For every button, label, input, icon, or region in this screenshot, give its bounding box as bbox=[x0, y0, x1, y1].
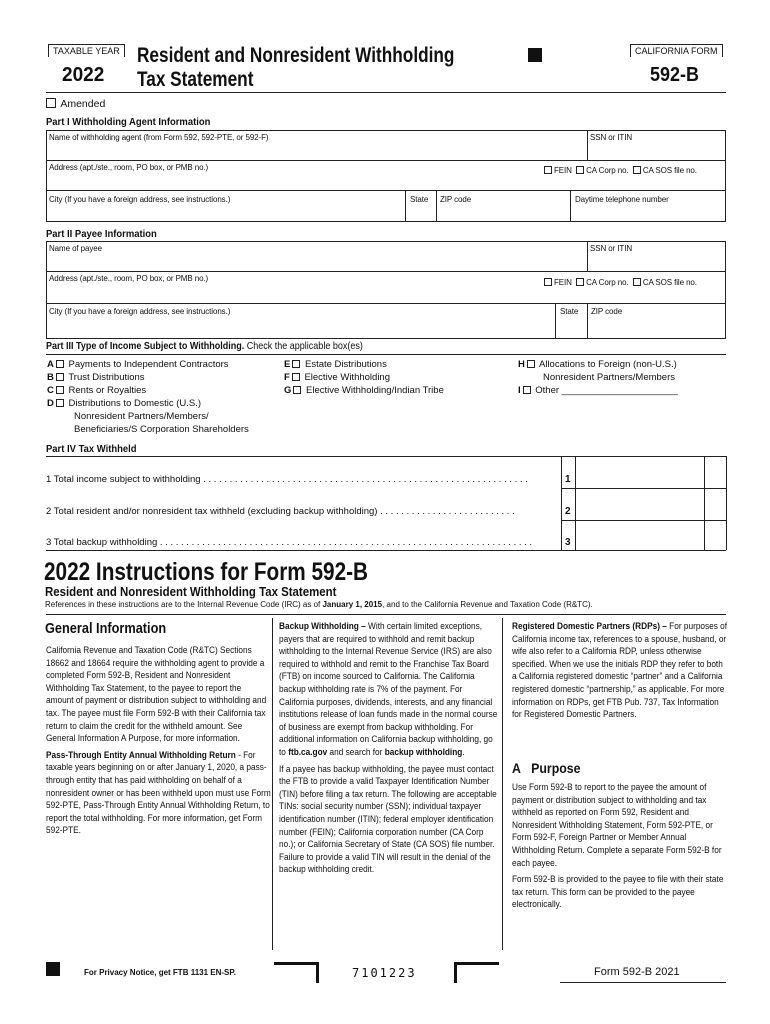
agent-city-field[interactable]: City (If you have a foreign address, see instructions.) bbox=[49, 195, 231, 204]
part3-heading-bold: Part III Type of Income Subject to Withholding. bbox=[46, 341, 245, 352]
general-info-paragraph: California Revenue and Taxation Code (R&TC) Sections 18662 and 18664 require the withholding agent to provide a completed Form 592-B, Resident and Nonresident Withholding Tax Statement, to the payee to report the amount of payment or distribution subject to withholding and tax. The payee must file Form 592-B with their California tax return to claim the credit for the withheld amount. See General Information A Purpose, for more information. bbox=[46, 645, 267, 744]
income-type-h[interactable]: H Allocations to Foreign (non-U.S.) bbox=[518, 359, 677, 370]
agent-ca-sos-checkbox[interactable] bbox=[633, 166, 641, 174]
rdp-column bbox=[512, 620, 728, 725]
part3-heading bbox=[46, 341, 363, 352]
part4-heading: Part IV Tax Withheld bbox=[46, 443, 137, 455]
amended-checkbox-row[interactable] bbox=[46, 98, 105, 110]
line2-tax-withheld: 2 Total resident and/or nonresident tax withheld (excluding backup withholding) . . . . . . . . . . . . . . . . . . . . . . . . . . bbox=[46, 506, 515, 517]
income-type-d-cont2: Beneficiaries/S Corporation Shareholders bbox=[74, 424, 249, 435]
payee-ca-corp-checkbox[interactable] bbox=[576, 278, 584, 286]
passthrough-paragraph: Pass-Through Entity Annual Withholding Return - For taxable years beginning on or after January 1, 2020, a pass-through entity that has paid withholding on behalf of a nonresident owner or has been withheld upon must use Form 592-PTE, Pass-Through Entity Annual Withholding Return, to report the total withholding. For more information, get Form 592-PTE. bbox=[46, 749, 271, 836]
instructions-title: 2022 Instructions for Form 592-B bbox=[44, 558, 369, 586]
backup-tin-paragraph: If a payee has backup withholding, the payee must contact the FTB to provide a valid Taxpayer Identification Number (TIN) before filing a tax return. The following are acceptable TINs: social security number (SSN); individual taxpayer identification number (ITIN); federal employer identification number (FEIN); California corporation number (CA Corp no.); or California Secretary of State (CA SOS) file number. Failure to provide a valid TIN will result in the denial of the backup withholding credit. bbox=[279, 763, 497, 875]
income-type-b[interactable]: B Trust Distributions bbox=[47, 372, 145, 383]
line2-number: 2 bbox=[565, 506, 571, 517]
purpose-paragraph2: Form 592-B is provided to the payee to file with their state tax return. This form can be provided to the payee electronically. bbox=[512, 874, 724, 910]
backup-withholding-paragraph: Backup Withholding – With certain limited exceptions, payers that are required to withhold and remit backup withholding to the Internal Revenue Service (IRS) are also required to withhold and remit to the Franchise Tax Board (FTB) on income sourced to California. The California backup withholding rate is 7% of the payment. For California purposes, dividends, interests, and any financial institutions release of loan funds made in the normal course of business are exempt from backup withholding. For additional information on California backup withholding, go to ftb.ca.gov and search for backup withholding. bbox=[279, 621, 498, 757]
income-type-d-cont1: Nonresident Partners/Members/ bbox=[74, 411, 209, 422]
payee-id-type bbox=[544, 278, 697, 287]
part2-box bbox=[46, 241, 726, 339]
instructions-references: References in these instructions are to the Internal Revenue Code (IRC) as of January 1, 2015, and to the California Revenue and Taxation Code (R&TC). bbox=[45, 600, 593, 609]
form-number: 592-B bbox=[650, 64, 700, 86]
agent-address-field[interactable]: Address (apt./ste., room, PO box, or PMB no.) bbox=[49, 163, 209, 172]
income-type-g[interactable]: G Elective Withholding/Indian Tribe bbox=[284, 385, 444, 396]
purpose-heading: A Purpose bbox=[512, 760, 581, 776]
purpose-column bbox=[512, 781, 728, 915]
line2-amount-field[interactable] bbox=[576, 489, 703, 519]
general-info-heading: General Information bbox=[45, 620, 167, 637]
agent-phone-field[interactable]: Daytime telephone number bbox=[575, 195, 669, 204]
instructions-subtitle: Resident and Nonresident Withholding Tax Statement bbox=[45, 584, 337, 599]
income-type-c[interactable]: C Rents or Royalties bbox=[47, 385, 147, 396]
line3-number: 3 bbox=[565, 537, 571, 548]
fein-label: FEIN bbox=[554, 278, 572, 287]
ca-sos-label: CA SOS file no. bbox=[642, 166, 697, 175]
ca-sos-label: CA SOS file no. bbox=[642, 278, 697, 287]
payee-address-field[interactable]: Address (apt./ste., room, PO box, or PMB no.) bbox=[49, 274, 209, 283]
payee-fein-checkbox[interactable] bbox=[544, 278, 552, 286]
income-type-col3 bbox=[518, 358, 678, 397]
agent-state-field[interactable]: State bbox=[410, 195, 429, 204]
agent-fein-checkbox[interactable] bbox=[544, 166, 552, 174]
footer-bracket-left bbox=[274, 962, 319, 983]
california-form-label: CALIFORNIA FORM bbox=[630, 44, 723, 57]
ca-corp-label: CA Corp no. bbox=[586, 166, 629, 175]
agent-ssn-field[interactable]: SSN or ITIN bbox=[590, 133, 633, 142]
agent-id-type bbox=[544, 166, 697, 175]
form-title-line2: Tax Statement bbox=[137, 68, 254, 91]
line3-backup-withholding: 3 Total backup withholding . . . . . . . . . . . . . . . . . . . . . . . . . . . . . . . . . . . . . . . . . . . . . . . . . . . . . . . . . . . . . . . . . . . . . . . bbox=[46, 537, 533, 548]
income-type-f[interactable]: F Elective Withholding bbox=[284, 372, 390, 383]
part3-heading-rest: Check the applicable box(es) bbox=[244, 341, 363, 352]
purpose-paragraph1: Use Form 592-B to report to the payee the amount of payment or distribution subject to withholding and tax withheld as reported on Form 592, Resident and Nonresident Withholding Statement, Form 592-PTE, or Form 592-F, Foreign Partner or Member Annual Withholding Return. Complete a separate Form 592-B for each payee. bbox=[512, 782, 722, 868]
fein-label: FEIN bbox=[554, 166, 572, 175]
general-info-column bbox=[46, 644, 271, 841]
registration-mark bbox=[528, 48, 542, 62]
footer-form-year: Form 592-B 2021 bbox=[594, 966, 680, 978]
line1-total-income: 1 Total income subject to withholding . . . . . . . . . . . . . . . . . . . . . . . . . . . . . . . . . . . . . . . . . . . . . . . . . . . . . . . . . . . . . . bbox=[46, 474, 528, 485]
line3-amount-field[interactable] bbox=[576, 521, 703, 549]
income-type-d[interactable]: D Distributions to Domestic (U.S.) bbox=[47, 398, 202, 409]
agent-name-field[interactable]: Name of withholding agent (from Form 592, 592-PTE, or 592-F) bbox=[49, 133, 269, 142]
income-type-col2 bbox=[284, 358, 444, 397]
payee-name-field[interactable]: Name of payee bbox=[49, 244, 102, 253]
payee-city-field[interactable]: City (If you have a foreign address, see instructions.) bbox=[49, 307, 231, 316]
income-type-i[interactable]: I Other ______________________ bbox=[518, 385, 678, 396]
agent-zip-field[interactable]: ZIP code bbox=[440, 195, 472, 204]
line1-number: 1 bbox=[565, 474, 571, 485]
agent-ca-corp-checkbox[interactable] bbox=[576, 166, 584, 174]
part1-heading: Part I Withholding Agent Information bbox=[46, 116, 211, 128]
taxable-year-label: TAXABLE YEAR bbox=[48, 44, 125, 57]
amended-checkbox[interactable] bbox=[46, 98, 56, 108]
form-title-line1: Resident and Nonresident Withholding bbox=[137, 44, 455, 67]
payee-zip-field[interactable]: ZIP code bbox=[591, 307, 623, 316]
backup-withholding-column bbox=[279, 620, 499, 880]
income-type-h-cont: Nonresident Partners/Members bbox=[543, 372, 675, 383]
payee-ca-sos-checkbox[interactable] bbox=[633, 278, 641, 286]
income-type-col1 bbox=[47, 358, 249, 436]
part1-box bbox=[46, 130, 726, 222]
rdp-paragraph: Registered Domestic Partners (RDPs) – For purposes of California income tax, references to a spouse, husband, or wife also refer to a California RDP, unless otherwise specified. When we use the initials RDP they refer to both a California registered domestic “partner” and a California registered domestic “partnership,” as applicable. For more information on RDPs, get FTB Pub. 737, Tax Information for Registered Domestic Partners. bbox=[512, 621, 728, 720]
footer-bracket-right bbox=[454, 962, 499, 983]
footer-registration-mark-left bbox=[46, 962, 60, 976]
tax-year: 2022 bbox=[62, 64, 105, 86]
line1-amount-field[interactable] bbox=[576, 457, 703, 487]
income-type-a[interactable]: A Payments to Independent Contractors bbox=[47, 359, 229, 370]
payee-state-field[interactable]: State bbox=[560, 307, 579, 316]
ca-corp-label: CA Corp no. bbox=[586, 278, 629, 287]
amended-label: Amended bbox=[60, 98, 106, 110]
income-type-e[interactable]: E Estate Distributions bbox=[284, 359, 387, 370]
part2-heading: Part II Payee Information bbox=[46, 228, 157, 240]
payee-ssn-field[interactable]: SSN or ITIN bbox=[590, 244, 633, 253]
footer-code: 7101223 bbox=[352, 966, 417, 980]
privacy-notice: For Privacy Notice, get FTB 1131 EN-SP. bbox=[84, 968, 236, 977]
